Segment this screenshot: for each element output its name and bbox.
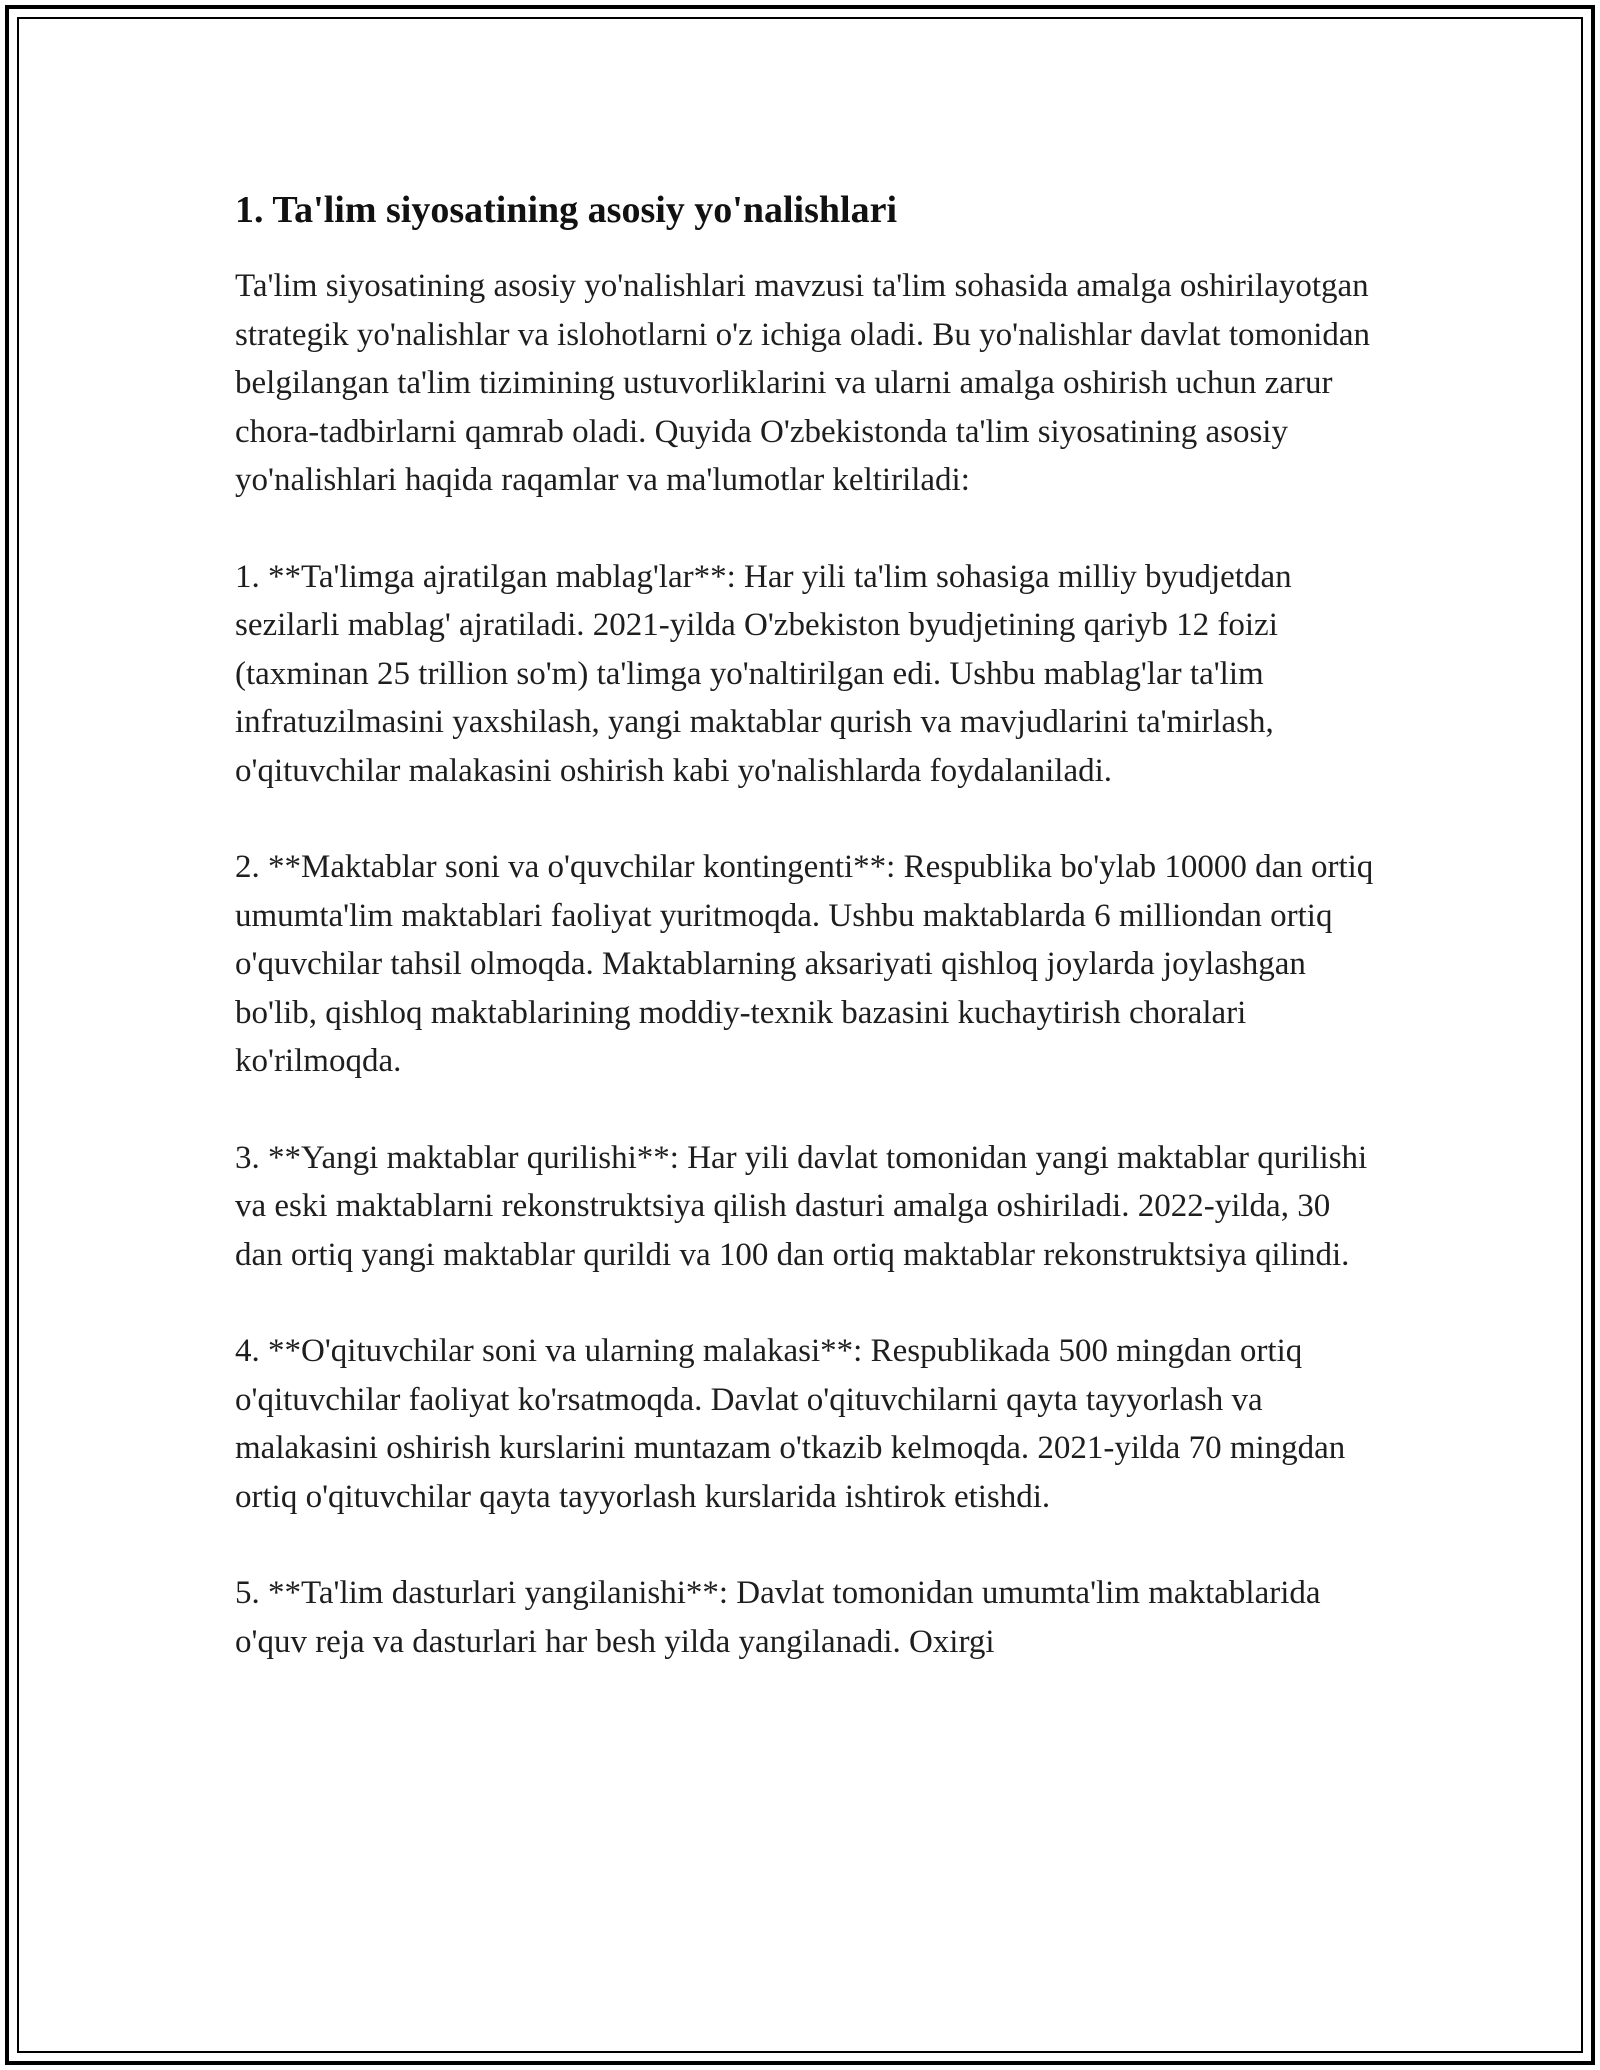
- list-item-curricula: 5. **Ta'lim dasturlari yangilanishi**: Davlat tomonidan umumta'lim maktablarida o'quv reja va dasturlari har besh yilda yangilanadi. Oxirgi: [235, 1575, 1321, 1660]
- intro-paragraph: Ta'lim siyosatining asosiy yo'nalishlari mavzusi ta'lim sohasida amalga oshirilayotgan strategik yo'nalishlar va islohotlarni o'z ichiga oladi. Bu yo'nalishlar davlat tomonidan belgilangan ta'lim tizimining ustuvorliklarini va ularni amalga oshirish uchun zarur chora-tadbirlarni qamrab oladi. Quyida O'zbekistonda ta'lim siyosatining asosiy yo'nalishlari haqida raqamlar va ma'lumotlar keltiriladi:: [235, 268, 1371, 498]
- document-body: [235, 186, 1385, 1714]
- list-item-funding: 1. **Ta'limga ajratilgan mablag'lar**: Har yili ta'lim sohasiga milliy byudjetdan sezilarli mablag' ajratiladi. 2021-yilda O'zbekiston byudjetining qariyb 12 foizi (taxminan 25 trillion so'm) ta'limga yo'naltirilgan edi. Ushbu mablag'lar ta'lim infratuzilmasini yaxshilash, yangi maktablar qurish va mavjudlarini ta'mirlash, o'qituvchilar malakasini oshirish kabi yo'nalishlarda foydalaniladi.: [235, 558, 1292, 789]
- list-item-new-schools: 3. **Yangi maktablar qurilishi**: Har yili davlat tomonidan yangi maktablar qurilishi va eski maktablarni rekonstruktsiya qilish dasturi amalga oshiriladi. 2022-yilda, 30 dan ortiq yangi maktablar qurildi va 100 dan ortiq maktablar rekonstruktsiya qilindi.: [235, 1139, 1368, 1273]
- list-item-teachers: 4. **O'qituvchilar soni va ularning malakasi**: Respublikada 500 mingdan ortiq o'qituvchilar faoliyat ko'rsatmoqda. Davlat o'qituvchilarni qayta tayyorlash va malakasini oshirish kurslarini muntazam o'tkazib kelmoqda. 2021-yilda 70 mingdan ortiq o'qituvchilar qayta tayyorlash kurslarida ishtirok etishdi.: [235, 1333, 1346, 1515]
- list-item-schools-count: 2. **Maktablar soni va o'quvchilar kontingenti**: Respublika bo'ylab 10000 dan ortiq umumta'lim maktablari faoliyat yuritmoqda. Ushbu maktablarda 6 milliondan ortiq o'quvchilar tahsil olmoqda. Maktablarning aksariyati qishloq joylarda joylashgan bo'lib, qishloq maktablarining moddiy-texnik bazasini kuchaytirish choralari ko'rilmoqda.: [235, 849, 1374, 1079]
- section-heading: 1. Ta'lim siyosatining asosiy yo'nalishlari: [235, 189, 898, 231]
